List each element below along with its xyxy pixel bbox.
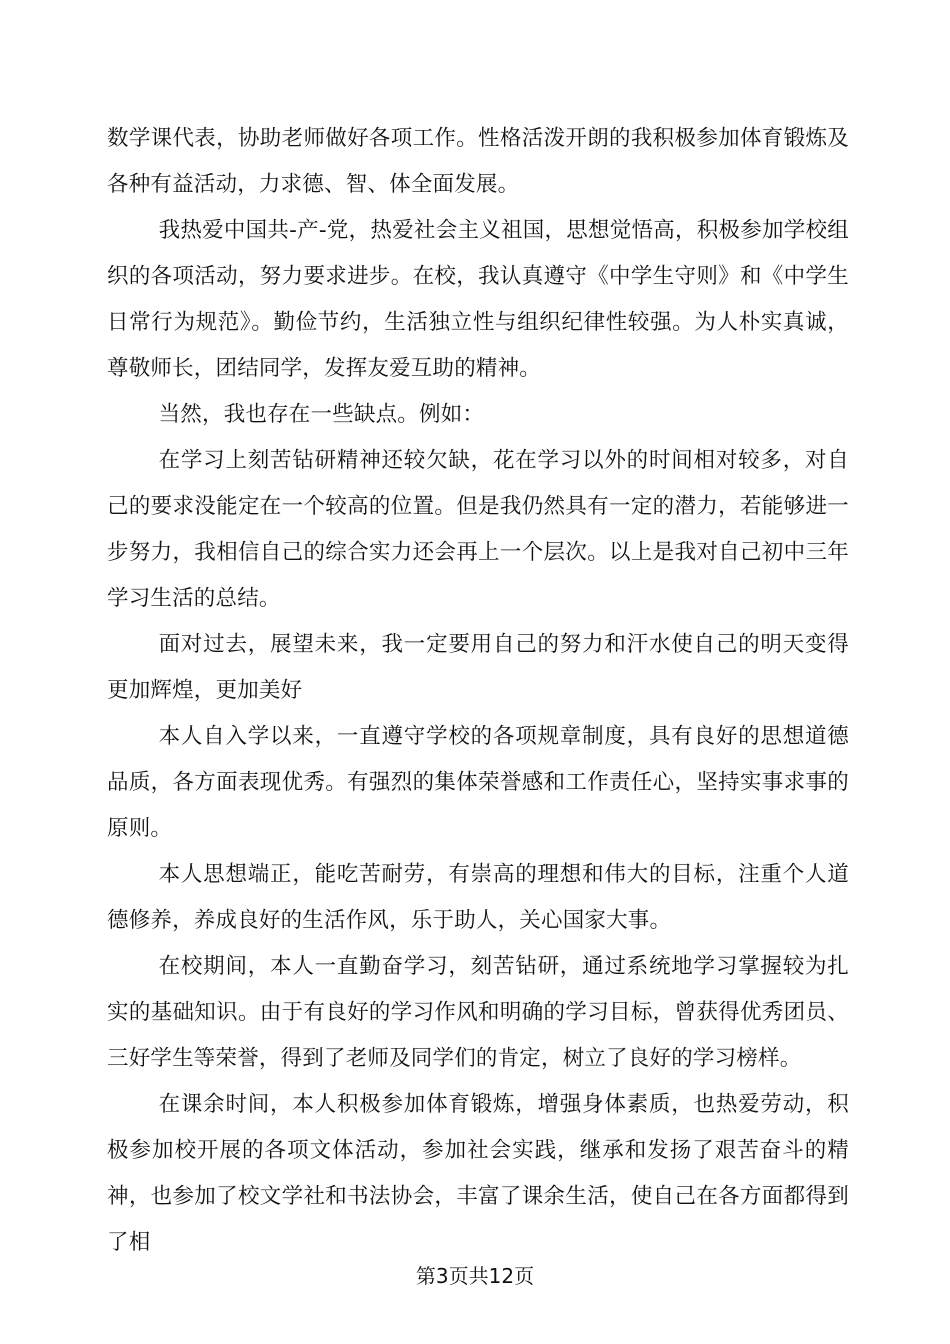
paragraph: 本人自入学以来，一直遵守学校的各项规章制度，具有良好的思想道德品质，各方面表现优秀。有强烈的集体荣誉感和工作责任心，坚持实事求事的原则。 (107, 724, 849, 841)
paragraph: 在校期间，本人一直勤奋学习，刻苦钻研，通过系统地学习掌握较为扎实的基础知识。由于有良好的学习作风和明确的学习目标，曾获得优秀团员、三好学生等荣誉，得到了老师及同学们的肯定，树立了良好的学习榜样。 (107, 954, 849, 1071)
paragraph: 在课余时间，本人积极参加体育锻炼，增强身体素质，也热爱劳动，积极参加校开展的各项文体活动，参加社会实践，继承和发扬了艰苦奋斗的精神，也参加了校文学社和书法协会，丰富了课余生活，使自己在各方面都得到了相 (107, 1092, 849, 1255)
paragraph: 在学习上刻苦钻研精神还较欠缺，花在学习以外的时间相对较多，对自己的要求没能定在一个较高的位置。但是我仍然具有一定的潜力，若能够进一步努力，我相信自己的综合实力还会再上一个层次。以上是我对自己初中三年学习生活的总结。 (107, 448, 849, 611)
document-body (107, 116, 849, 1266)
paragraph: 面对过去，展望未来，我一定要用自己的努力和汗水使自己的明天变得更加辉煌，更加美好 (107, 632, 849, 703)
paragraph: 本人思想端正，能吃苦耐劳，有崇高的理想和伟大的目标，注重个人道德修养，养成良好的生活作风，乐于助人，关心国家大事。 (107, 862, 849, 933)
paragraph: 数学课代表，协助老师做好各项工作。性格活泼开朗的我积极参加体育锻炼及各种有益活动，力求德、智、体全面发展。 (107, 126, 849, 197)
paragraph: 当然，我也存在一些缺点。例如： (158, 402, 485, 427)
page-number-footer: 第3页共12页 (415, 1264, 535, 1288)
paragraph: 我热爱中国共-产-党，热爱社会主义祖国，思想觉悟高，积极参加学校组织的各项活动，努力要求进步。在校，我认真遵守《中学生守则》和《中学生日常行为规范》。勤俭节约，生活独立性与组织纪律性较强。为人朴实真诚，尊敬师长，团结同学，发挥友爱互助的精神。 (107, 218, 849, 381)
